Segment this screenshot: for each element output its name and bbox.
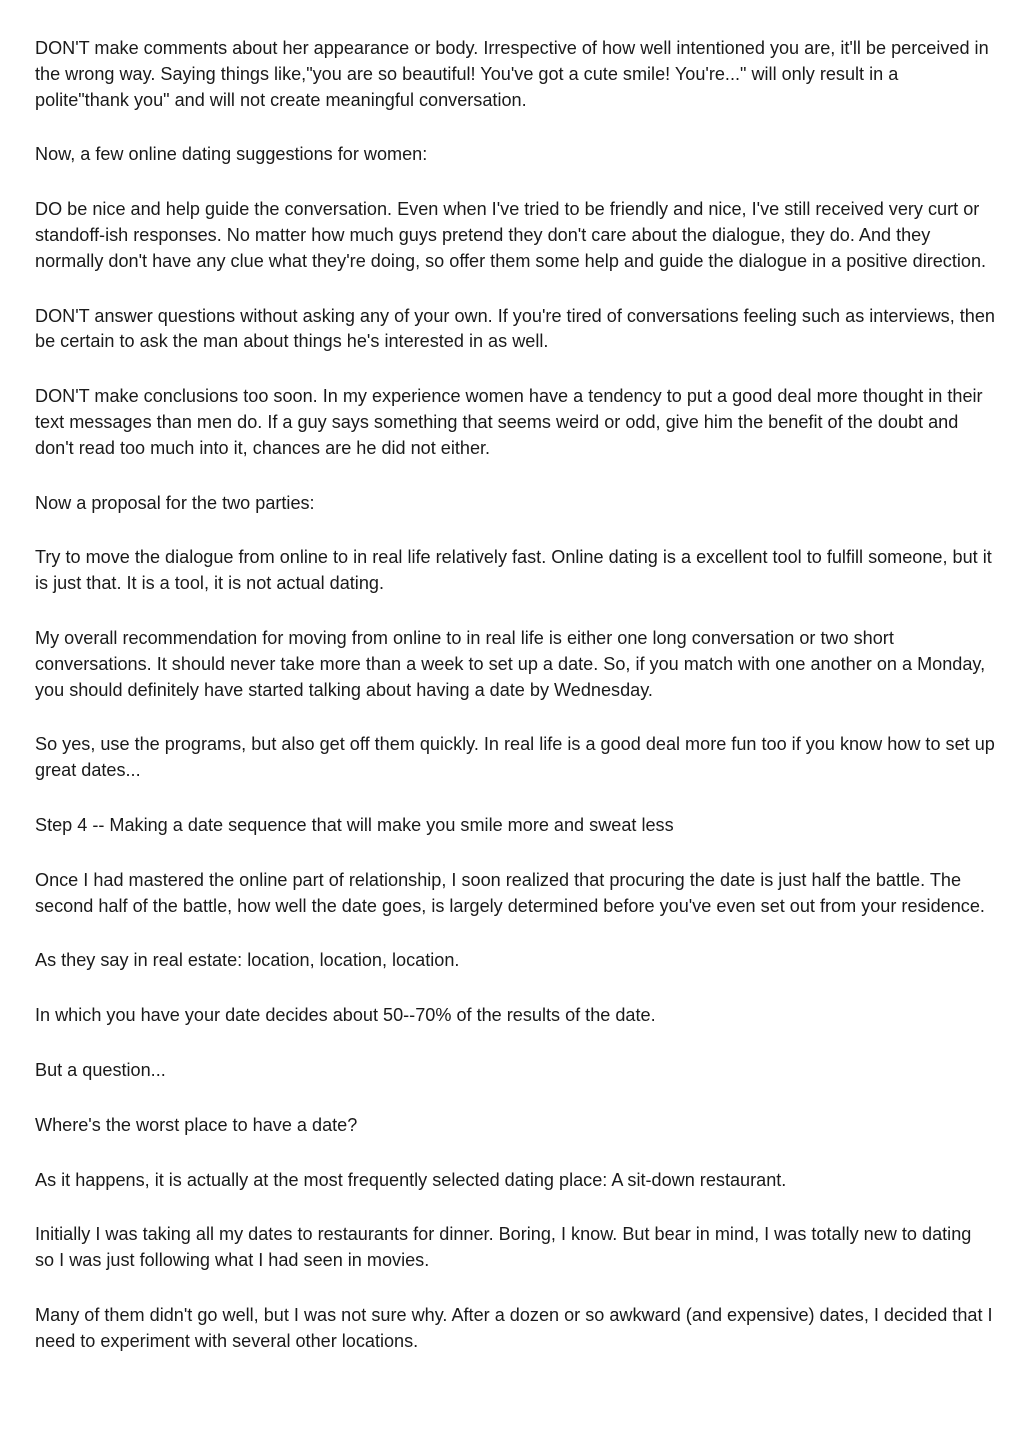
paragraph-restaurant: As it happens, it is actually at the most frequently selected dating place: A sit-down restaurant. xyxy=(35,1169,787,1190)
paragraph-date-results: In which you have your date decides about 50--70% of the results of the date. xyxy=(35,1005,656,1026)
paragraph-location: As they say in real estate: location, location, location. xyxy=(35,950,460,971)
paragraph-initially: Initially I was taking all my dates to restaurants for dinner. Boring, I know. But bear in mind, I was totally new to dating so I was just following what I had seen in movies. xyxy=(35,1224,972,1271)
paragraph-recommendation: My overall recommendation for moving from online to in real life is either one long conversation or two short conversations. It should never take more than a week to set up a date. So, if you match with one another on a Monday, you should definitely have started talking about having a date by Wednesday. xyxy=(35,627,986,700)
paragraph-appearance-advice: DON'T make comments about her appearance or body. Irrespective of how well intentioned you are, it'll be perceived in the wrong way. Saying things like,"you are so beautiful! You've got a cute smile! You're..." will only result in a polite"thank you" and will not create meaningful conversation. xyxy=(35,38,989,110)
paragraph-step-4-heading: Step 4 -- Making a date sequence that will make you smile more and sweat less xyxy=(35,814,674,835)
paragraph-worst-place: Where's the worst place to have a date? xyxy=(35,1114,358,1135)
paragraph-move-offline: Try to move the dialogue from online to in real life relatively fast. Online dating is a excellent tool to fulfill someone, but it is just that. It is a tool, it is not actual dating. xyxy=(35,547,992,594)
paragraph-use-programs: So yes, use the programs, but also get off them quickly. In real life is a good deal more fun too if you know how to set up great dates... xyxy=(35,734,995,781)
paragraph-mastered-online: Once I had mastered the online part of relationship, I soon realized that procuring the date is just half the battle. The second half of the battle, how well the date goes, is largely determined before you've even set out from your residence. xyxy=(35,869,985,916)
document-body xyxy=(35,36,995,1384)
paragraph-conclusions: DON'T make conclusions too soon. In my experience women have a tendency to put a good deal more thought in their text messages than men do. If a guy says something that seems weird or odd, give him the benefit of the doubt and don't read too much into it, chances are he did not either. xyxy=(35,386,983,458)
paragraph-proposal-both-parties: Now a proposal for the two parties: xyxy=(35,492,315,513)
paragraph-experiment: Many of them didn't go well, but I was not sure why. After a dozen or so awkward (and expensive) dates, I decided that I need to experiment with several other locations. xyxy=(35,1304,993,1351)
paragraph-be-nice: DO be nice and help guide the conversation. Even when I've tried to be friendly and nice, I've still received very curt or standoff-ish responses. No matter how much guys pretend they don't care about the dialogue, they do. And they normally don't have any clue what they're doing, so offer them some help and guide the dialogue in a positive direction. xyxy=(35,199,987,271)
paragraph-ask-questions: DON'T answer questions without asking any of your own. If you're tired of conversations feeling such as interviews, then be certain to ask the man about things he's interested in as well. xyxy=(35,305,995,352)
paragraph-question: But a question... xyxy=(35,1059,166,1080)
paragraph-suggestions-for-women: Now, a few online dating suggestions for women: xyxy=(35,144,428,165)
